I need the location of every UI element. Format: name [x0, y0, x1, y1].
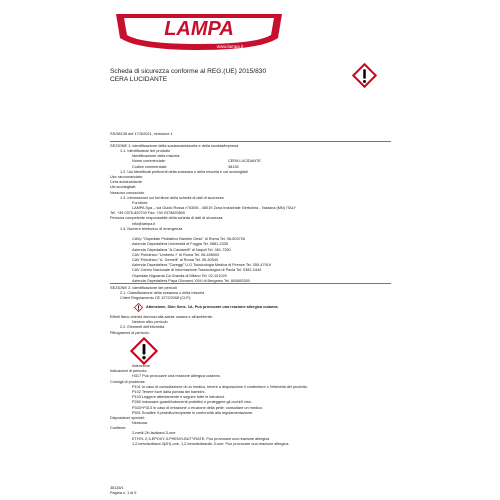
line-text: P333+P313 In caso di irritazione o eruzione della pelle: consultare un medico.	[132, 405, 263, 410]
line-text: CAV Centro Nazionale di Informazione Tossicologica di Pavia Tel. 0382-2444	[132, 268, 262, 273]
line-text: Effetti fisico-chimici dannosi alla salute umana e all'ambiente:	[110, 315, 213, 319]
line-text: Nessun altro pericolo	[132, 320, 168, 325]
hazard-statement-row	[110, 303, 391, 313]
line-text: 1.2. Usi identificati pertinenti della sostanza o della miscela e usi sconsigliati	[120, 169, 248, 174]
lampa-logo	[110, 8, 288, 52]
line-text: P280 Indossare guanti/indumenti protettivi e proteggere gli occhi/il viso.	[132, 400, 252, 405]
line-text: P501 Smaltire il prodotto/recipiente in conformità alla regolamentazione.	[132, 410, 254, 415]
line-text: 1.1. Identificatore del prodotto	[120, 149, 171, 153]
line-text: Fornitore:	[132, 200, 149, 205]
section1-body	[110, 149, 391, 284]
line-text: Tel. +39 0375-820700 Fax: +39 0375820800	[110, 211, 185, 216]
line-text: Azienda Ospedaliera "Careggi" U.O.Tossicologia Medica di Firenze Tel. 055-47919	[132, 263, 271, 268]
line-text: Nome commerciale:	[132, 159, 166, 164]
ghs-exclamation-icon	[130, 337, 158, 365]
line-value: CERA LUCIDANTE	[228, 159, 261, 164]
line-text: 2-metil-2H-isotiazol-3-one	[132, 431, 176, 436]
title-regulation: Scheda di sicurezza conforme al REG.(UE) 2015/830	[110, 68, 267, 75]
line-text: Azienda Ospedaliera Papa Giovanni XXIII di Bergamo Tel. 800883300	[132, 278, 250, 283]
section2-heading: SEZIONE 2: identificazione dei pericoli	[110, 285, 177, 290]
line-text: H317 Può provocare una reazione allergica cutanea.	[132, 374, 221, 379]
title-product: CERA LUCIDANTE	[110, 76, 168, 84]
line-text: Azienda Ospedaliera Università di Foggia Tel. 0881-2335	[132, 242, 228, 247]
line-value: 38135	[228, 164, 239, 169]
line-text: Persona competente responsabile della scheda di dati di sicurezza:	[110, 216, 224, 221]
line-text: Criteri Regolamento CE 1272/2008 (CLP):	[120, 296, 192, 301]
line-text: CAVp "Ospedale Pediatrico Bambin Gesù" di Roma Tel. 06-503726	[132, 237, 245, 242]
text-line	[110, 442, 391, 447]
ghs-exclamation-icon	[134, 303, 143, 312]
line-text: P102 Tenere fuori dalla portata dei bambini.	[132, 389, 206, 394]
line-text: P103 Leggere attentamente e seguire tutte le istruzioni.	[132, 395, 226, 400]
line-text: Azienda Ospedaliera "A.Cardarelli" di Napoli Tel. 081-7290	[132, 247, 231, 252]
line-text: 1.4. Numero telefonico di emergenza	[120, 226, 183, 231]
line-text: Ospedale Niguarda Cà Granda di Milano Tel. 02-101029	[132, 273, 227, 278]
document-title	[110, 68, 266, 85]
line-text: 2.1. Classificazione della sostanza o della miscela	[120, 291, 205, 295]
line-text: Consigli di prudenza:	[110, 379, 146, 384]
logo-url: www.lampa.it	[216, 44, 244, 49]
line-text: info@lampa.it	[132, 221, 156, 226]
footer-code: 38135/1	[110, 486, 124, 490]
line-text: Identificazione della miscela:	[132, 154, 181, 159]
section2-body-c	[110, 364, 391, 447]
line-text: Codice commerciale:	[132, 164, 168, 169]
line-text: 1,2-benzisotiazol-3(2H)-one, 1,2-benzisotiazolin-3-one: Può provocare una reazione allergica.	[132, 441, 290, 446]
line-text: Indicazioni di pericolo:	[110, 369, 148, 374]
section2-body-b	[110, 315, 391, 336]
line-text: Contiene:	[110, 426, 127, 431]
section-divider	[110, 141, 391, 142]
page-number: Pagina n. 1 di 9	[110, 491, 137, 496]
hazard-statement: Attenzione, Skin Sens. 1A, Può provocare una reazione allergica cutanea.	[146, 305, 279, 309]
line-text: Pittogrammi di pericolo:	[110, 330, 150, 335]
line-text: Nessuno conosciuto.	[110, 190, 146, 195]
line-text: Disposizioni speciali:	[110, 415, 146, 420]
line-text: 2.2. Elementi dell'etichetta	[120, 325, 165, 330]
line-text: Cera autolucidante	[110, 180, 142, 185]
section-divider	[110, 283, 391, 284]
page-footer	[110, 486, 136, 496]
text-line	[110, 296, 391, 301]
line-text: P101 In caso di consultazione di un medico, tenere a disposizione il contenitore o l'etichetta del prodotto.	[132, 384, 308, 389]
line-text: 1.3. Informazioni sul fornitore della scheda di dati di sicurezza	[120, 195, 224, 200]
line-text: Uso raccomandato:	[110, 174, 143, 179]
section1-heading: SEZIONE 1: identificazione della sostanza/miscela e della società/impresa	[110, 143, 239, 148]
line-text: LAMPA Spa – via Guido Rossa n°53/55 - 46019 Zona Industriale Gerbolina - Viadana (MN) ITALY	[132, 206, 296, 211]
line-text: CAV Policlinico "Umberto I" di Roma Tel. 06-496000	[132, 252, 220, 257]
document-reference: SS/38135 del 17/3/2021, revisione 1	[110, 131, 173, 136]
line-text: Usi sconsigliati:	[110, 185, 137, 190]
logo-text: LAMPA	[164, 18, 234, 40]
text-line	[110, 331, 391, 336]
section2-body-a	[110, 291, 391, 301]
line-text: Attenzione	[132, 364, 150, 368]
line-text: CAV Policlinico "A. Gemelli" di Roma Tel. 06-30543	[132, 257, 218, 262]
line-text: Nessuna	[132, 421, 147, 426]
ghs-exclamation-icon	[352, 63, 377, 88]
line-text: ETHYL 2,3-EPOXY-3-PHENYLBUTYRATE: Può provocare una reazione allergica	[132, 436, 270, 441]
